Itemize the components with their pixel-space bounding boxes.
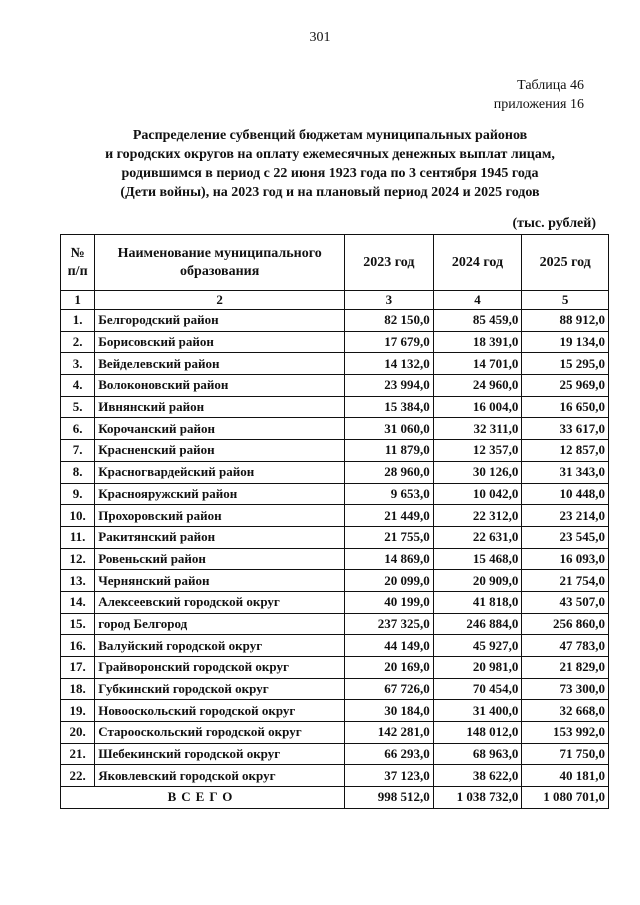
row-2023: 40 199,0: [345, 591, 434, 613]
subvention-table: [60, 234, 609, 809]
row-2024: 20 981,0: [433, 657, 522, 679]
row-2024: 24 960,0: [433, 375, 522, 397]
row-2023: 9 653,0: [345, 483, 434, 505]
row-2023: 237 325,0: [345, 613, 434, 635]
row-2024: 31 400,0: [433, 700, 522, 722]
row-municipality: город Белгород: [95, 613, 345, 635]
row-2023: 21 449,0: [345, 505, 434, 527]
table-row: [61, 548, 609, 570]
row-2023: 31 060,0: [345, 418, 434, 440]
row-number: 11.: [61, 526, 95, 548]
table-row: [61, 483, 609, 505]
row-2025: 47 783,0: [522, 635, 609, 657]
title-line: и городских округов на оплату ежемесячных денежных выплат лицам,: [105, 147, 555, 162]
row-municipality: Губкинский городской округ: [95, 678, 345, 700]
table-row: [61, 396, 609, 418]
table-row: [61, 635, 609, 657]
row-2024: 41 818,0: [433, 591, 522, 613]
row-2023: 23 994,0: [345, 375, 434, 397]
row-2025: 32 668,0: [522, 700, 609, 722]
row-2025: 16 650,0: [522, 396, 609, 418]
row-2024: 32 311,0: [433, 418, 522, 440]
row-municipality: Алексеевский городской округ: [95, 591, 345, 613]
table-row: [61, 418, 609, 440]
row-2024: 148 012,0: [433, 722, 522, 744]
row-2025: 40 181,0: [522, 765, 609, 787]
row-2025: 10 448,0: [522, 483, 609, 505]
row-2023: 17 679,0: [345, 331, 434, 353]
row-2025: 15 295,0: [522, 353, 609, 375]
row-number: 20.: [61, 722, 95, 744]
row-municipality: Новооскольский городской округ: [95, 700, 345, 722]
row-2023: 14 869,0: [345, 548, 434, 570]
row-number: 12.: [61, 548, 95, 570]
row-municipality: Красненский район: [95, 440, 345, 462]
document-title: [60, 126, 600, 202]
row-2023: 37 123,0: [345, 765, 434, 787]
row-municipality: Шебекинский городской округ: [95, 743, 345, 765]
total-2024: 1 038 732,0: [433, 787, 522, 809]
annex-reference: [494, 76, 584, 114]
row-2023: 20 169,0: [345, 657, 434, 679]
page-number: 301: [309, 30, 331, 45]
row-municipality: Корочанский район: [95, 418, 345, 440]
column-number: 3: [345, 291, 434, 310]
total-2023: 998 512,0: [345, 787, 434, 809]
column-number: 2: [95, 291, 345, 310]
header-2025: 2025 год: [522, 235, 609, 291]
row-number: 13.: [61, 570, 95, 592]
row-2024: 68 963,0: [433, 743, 522, 765]
table-row: [61, 570, 609, 592]
row-2023: 14 132,0: [345, 353, 434, 375]
table-row: [61, 743, 609, 765]
row-2023: 11 879,0: [345, 440, 434, 462]
table-row: [61, 657, 609, 679]
row-number: 7.: [61, 440, 95, 462]
row-2023: 28 960,0: [345, 461, 434, 483]
row-2025: 21 754,0: [522, 570, 609, 592]
table-row: [61, 526, 609, 548]
table-row: [61, 700, 609, 722]
table-row: [61, 440, 609, 462]
row-municipality: Валуйский городской округ: [95, 635, 345, 657]
row-2024: 22 312,0: [433, 505, 522, 527]
row-number: 9.: [61, 483, 95, 505]
row-number: 3.: [61, 353, 95, 375]
table-row: [61, 331, 609, 353]
row-2025: 43 507,0: [522, 591, 609, 613]
row-municipality: Яковлевский городской округ: [95, 765, 345, 787]
table-row: [61, 722, 609, 744]
table-row: [61, 461, 609, 483]
annex-appendix-label: приложения 16: [493, 97, 584, 112]
row-2024: 10 042,0: [433, 483, 522, 505]
row-2023: 82 150,0: [345, 310, 434, 332]
column-number: 5: [522, 291, 609, 310]
row-2023: 15 384,0: [345, 396, 434, 418]
table-row: [61, 613, 609, 635]
row-number: 16.: [61, 635, 95, 657]
row-2024: 70 454,0: [433, 678, 522, 700]
row-2025: 33 617,0: [522, 418, 609, 440]
row-2024: 15 468,0: [433, 548, 522, 570]
row-number: 2.: [61, 331, 95, 353]
total-2025: 1 080 701,0: [522, 787, 609, 809]
title-line: Распределение субвенций бюджетам муниципальных районов: [132, 128, 528, 143]
row-2025: 31 343,0: [522, 461, 609, 483]
row-number: 14.: [61, 591, 95, 613]
row-2025: 25 969,0: [522, 375, 609, 397]
row-2025: 73 300,0: [522, 678, 609, 700]
total-row: [61, 787, 609, 809]
row-2025: 153 992,0: [522, 722, 609, 744]
table-row: [61, 678, 609, 700]
row-number: 17.: [61, 657, 95, 679]
column-number: 4: [433, 291, 522, 310]
row-2023: 142 281,0: [345, 722, 434, 744]
row-2025: 12 857,0: [522, 440, 609, 462]
row-2024: 14 701,0: [433, 353, 522, 375]
row-number: 21.: [61, 743, 95, 765]
table-row: [61, 375, 609, 397]
row-number: 6.: [61, 418, 95, 440]
table-row: [61, 310, 609, 332]
row-municipality: Ивнянский район: [95, 396, 345, 418]
title-line: родившимся в период с 22 июня 1923 года по 3 сентября 1945 года: [121, 166, 539, 181]
row-2023: 67 726,0: [345, 678, 434, 700]
row-number: 10.: [61, 505, 95, 527]
header-2024: 2024 год: [433, 235, 522, 291]
row-2024: 246 884,0: [433, 613, 522, 635]
row-number: 4.: [61, 375, 95, 397]
row-2024: 30 126,0: [433, 461, 522, 483]
row-municipality: Прохоровский район: [95, 505, 345, 527]
table-body: [61, 310, 609, 787]
row-number: 19.: [61, 700, 95, 722]
row-2024: 18 391,0: [433, 331, 522, 353]
column-number: 1: [61, 291, 95, 310]
column-number-row: [61, 291, 609, 310]
row-number: 22.: [61, 765, 95, 787]
row-2025: 19 134,0: [522, 331, 609, 353]
row-municipality: Чернянский район: [95, 570, 345, 592]
header-2023: 2023 год: [345, 235, 434, 291]
row-number: 8.: [61, 461, 95, 483]
row-2023: 21 755,0: [345, 526, 434, 548]
row-municipality: Красногвардейский район: [95, 461, 345, 483]
row-municipality: Борисовский район: [95, 331, 345, 353]
units-label: (тыс. рублей): [512, 216, 596, 231]
header-number: № п/п: [61, 235, 95, 291]
row-2024: 22 631,0: [433, 526, 522, 548]
row-number: 1.: [61, 310, 95, 332]
table-row: [61, 591, 609, 613]
row-2024: 16 004,0: [433, 396, 522, 418]
table-row: [61, 505, 609, 527]
row-2025: 71 750,0: [522, 743, 609, 765]
table-row: [61, 765, 609, 787]
row-municipality: Белгородский район: [95, 310, 345, 332]
row-municipality: Ровеньский район: [95, 548, 345, 570]
row-2025: 21 829,0: [522, 657, 609, 679]
title-line: (Дети войны), на 2023 год и на плановый период 2024 и 2025 годов: [120, 185, 540, 200]
row-municipality: Вейделевский район: [95, 353, 345, 375]
row-2024: 20 909,0: [433, 570, 522, 592]
row-2024: 45 927,0: [433, 635, 522, 657]
total-label: ВСЕГО: [61, 787, 345, 809]
row-municipality: Волоконовский район: [95, 375, 345, 397]
row-2024: 85 459,0: [433, 310, 522, 332]
row-municipality: Старооскольский городской округ: [95, 722, 345, 744]
row-2024: 38 622,0: [433, 765, 522, 787]
row-municipality: Грайворонский городской округ: [95, 657, 345, 679]
row-2025: 23 214,0: [522, 505, 609, 527]
annex-table-label: Таблица 46: [517, 78, 584, 93]
row-number: 18.: [61, 678, 95, 700]
row-number: 15.: [61, 613, 95, 635]
row-2025: 256 860,0: [522, 613, 609, 635]
row-2023: 44 149,0: [345, 635, 434, 657]
row-2023: 66 293,0: [345, 743, 434, 765]
row-2025: 23 545,0: [522, 526, 609, 548]
row-2023: 30 184,0: [345, 700, 434, 722]
row-2025: 16 093,0: [522, 548, 609, 570]
table-row: [61, 353, 609, 375]
row-2024: 12 357,0: [433, 440, 522, 462]
row-municipality: Краснояружский район: [95, 483, 345, 505]
row-municipality: Ракитянский район: [95, 526, 345, 548]
row-2023: 20 099,0: [345, 570, 434, 592]
table-header-row: [61, 235, 609, 291]
row-number: 5.: [61, 396, 95, 418]
row-2025: 88 912,0: [522, 310, 609, 332]
header-municipality: Наименование муниципального образования: [95, 235, 345, 291]
